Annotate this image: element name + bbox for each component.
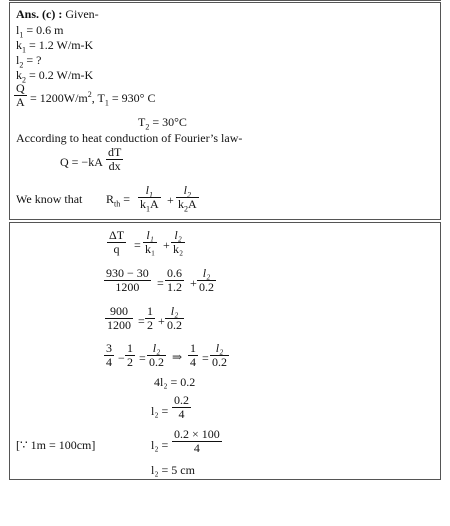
solution-box [9,222,441,480]
implies-arrow: ⇒ [172,350,183,364]
fourier-text: According to heat conduction of Fourier’s law- [16,131,243,145]
s1-lhs: $\frac{\Delta T}{q}$ [109,228,125,256]
s6-lhs: l₂ = [151,404,169,418]
s3-lhs: $\frac{900}{1200}$ [107,304,131,332]
unit-note: [∵ 1m = 100cm] [16,438,96,452]
heat-flux-line: = $1200W/m^2$, $T_1 = 930^\circ$ C [30,90,156,108]
s4-eq-2: = [202,351,209,365]
s4-term-c: $\frac{\text{l₂}}{0.2}$ [149,341,164,369]
s7-lhs: l₂ = [151,438,169,452]
s3-eq: = [138,314,145,328]
s1-term-a: $\frac{\text{l₁}}{\text{k₁}}$ [145,228,156,256]
s2-term-b: $\frac{\text{l₂}}{0.2}$ [199,266,214,294]
s4-term-e: $\frac{\text{l₂}}{0.2}$ [212,341,227,369]
s2-lhs: $\frac{930 - 30}{1200}$ [106,266,149,294]
s7-fraction: $\frac{0.2 \times 100}{4}$ [174,427,220,455]
s6-fraction: $\frac{0.2}{4}$ [174,393,189,421]
k2-line: $k_2 = 0.2$ W/m-K [16,68,94,85]
s4-term-b: $\frac{1}{2}$ [127,341,133,369]
s2-eq: = [157,276,164,290]
answer-given: Given- [65,7,99,21]
fourier-lhs: Q = −kA [60,155,103,169]
s1-eq: = [134,238,141,252]
s4-term-d: $\frac{1}{4}$ [190,341,196,369]
s1-plus: + [163,238,170,252]
resistance-term-1: $\frac{l_1}{k_1A}$ [140,183,159,214]
answer-line [16,7,99,21]
s2-plus: + [190,276,197,290]
given-box [9,2,441,220]
q-over-a-fraction: $\frac{Q}{A}$ [16,81,25,109]
s1-term-b: $\frac{\text{l₂}}{\text{k₂}}$ [173,228,184,256]
we-know-text: We know that [16,192,83,206]
l2-line: $l_2$ = ? [16,53,42,70]
s3-term-a: $\frac{1}{2}$ [147,304,153,332]
answer-label: Ans. (c) : [16,7,63,21]
final-answer: l₂ = 5 cm [151,463,195,477]
dt-dx-fraction: $\frac{dT}{dx}$ [108,145,122,173]
s2-term-a: $\frac{0.6}{1.2}$ [167,266,182,294]
k1-line: $k_1 = 1.2$ W/m-K [16,38,94,55]
s4-minus: − [118,351,125,365]
s3-term-b: $\frac{\text{l₂}}{0.2}$ [167,304,182,332]
rth-lhs: $R_{th}$ = [106,192,131,209]
s4-eq: = [139,351,146,365]
s4-term-a: $\frac{3}{4}$ [106,341,112,369]
plus-sign: + [167,193,174,207]
l1-line: $l_1 = 0.6$ m [16,23,64,40]
s3-plus: + [158,314,165,328]
s5-line: 4l₂ = 0.2 [154,375,196,389]
t2-line: $T_2 = 30^\circ C$ [138,115,187,132]
resistance-term-2: $\frac{l_2}{k_2A}$ [178,183,197,214]
